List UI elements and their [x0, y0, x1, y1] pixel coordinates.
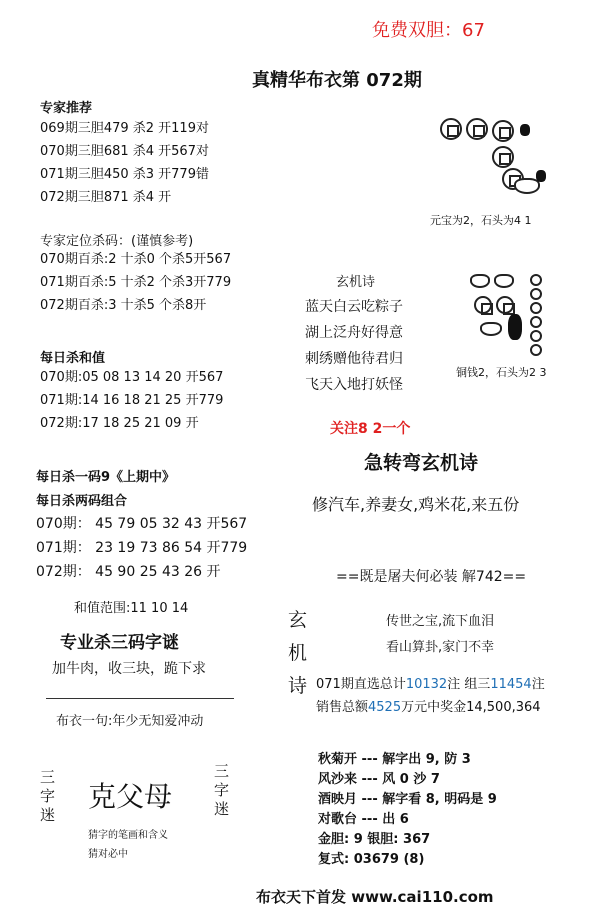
xuanji-line: 蓝天白云吃粽子 — [305, 299, 403, 315]
stats-label: 注 组三 — [447, 677, 491, 692]
stats-label: 071期直选总计 — [316, 677, 406, 692]
buyi-line: 布衣一句:年少无知爱冲动 — [56, 714, 204, 729]
bottom-list-item: 复式: 03679 (8) — [318, 852, 425, 867]
daily-one-code: 每日杀一码9《上期中》 — [36, 470, 176, 485]
poem2-line-2: 看山算卦,家门不幸 — [386, 640, 495, 655]
daily-two-title: 每日杀两码组合 — [36, 494, 128, 509]
poem2-side — [288, 604, 307, 703]
coin-icon — [474, 296, 492, 314]
bottom-list-item: 金胆: 9 银胆: 367 — [318, 832, 431, 847]
expert-title: 专家推荐 — [40, 101, 93, 116]
poem2-side-char: 机 — [288, 642, 308, 664]
coin-icon — [492, 120, 514, 142]
urgent-title: 急转弯玄机诗 — [364, 452, 479, 474]
circle-icon — [530, 330, 542, 342]
expert-list — [40, 117, 209, 209]
daily-two-line: 071期： 23 19 73 86 54 开779 — [36, 540, 248, 556]
coin-icon — [440, 118, 462, 140]
daily-two-line: 070期： 45 79 05 32 43 开567 — [36, 516, 248, 532]
poem2-side-char: 诗 — [288, 675, 308, 697]
expert-line: 069期三胆479 杀2 开119对 — [40, 121, 209, 136]
xuanji-line: 飞天入地打妖怪 — [305, 377, 403, 393]
urgent-text: 修汽车,养妻女,鸡米花,来五份 — [312, 495, 520, 514]
riddle-hint-2: 猜对必中 — [88, 849, 128, 860]
expert-line: 070期三胆681 杀4 开567对 — [40, 144, 209, 159]
xuanji-line: 刺绣赠他待君归 — [305, 351, 403, 367]
riddle-side-left: 三字迷 — [40, 768, 56, 824]
bottom-list-item: 风沙来 --- 风 0 沙 7 — [318, 772, 440, 787]
ingot-icon — [494, 274, 514, 288]
coin-icon — [466, 118, 488, 140]
riddle-three-title: 专业杀三码字谜 — [60, 633, 179, 653]
sum-kill-title: 每日杀和值 — [40, 351, 106, 366]
position-kill-title: 专家定位杀码：(谨慎参考) — [40, 234, 194, 249]
sum-range: 和值范围:11 10 14 — [74, 601, 189, 616]
xuanji-line: 湖上泛舟好得意 — [305, 325, 403, 341]
bottom-list-item: 对歌台 --- 出 6 — [318, 812, 409, 827]
stats-value: 11454 — [490, 677, 532, 692]
xuanji-lines — [305, 294, 403, 398]
circle-icon — [530, 344, 542, 356]
stats-value: 4525 — [368, 700, 402, 715]
daily-two-list — [36, 512, 247, 584]
footer-banner: 布衣天下首发 www.cai110.com — [256, 888, 494, 906]
sum-kill-line: 070期:05 08 13 14 20 开567 — [40, 370, 224, 385]
position-kill-line: 070期百杀:2 十杀0 个杀5开567 — [40, 252, 232, 267]
coin-icon — [492, 146, 514, 168]
circle-icon — [530, 288, 542, 300]
stone-icon — [520, 124, 530, 136]
bottom-list-item: 酒映月 --- 解字看 8, 明码是 9 — [318, 792, 497, 807]
bottom-list — [318, 750, 497, 870]
free-double-banner: 免费双胆：67 — [372, 20, 485, 41]
stats-label: 注 — [531, 677, 545, 692]
bottom-list-item: 秋菊开 --- 解字出 9, 防 3 — [318, 752, 471, 767]
circle-icon — [530, 274, 542, 286]
circle-icon — [530, 316, 542, 328]
position-kill-line: 071期百杀:5 十杀2 个杀3开779 — [40, 275, 232, 290]
stone-icon — [508, 314, 522, 340]
stone-icon — [536, 170, 546, 182]
picture-puzzle-2 — [470, 270, 550, 355]
picture-puzzle-1 — [440, 110, 550, 205]
divider — [46, 698, 234, 699]
riddle-side-right: 三字迷 — [214, 762, 230, 818]
stats-label: 销售总额 — [316, 700, 369, 715]
butcher-line: ==既是屠夫何必装 解742== — [336, 569, 527, 585]
stats-value: 10132 — [405, 677, 448, 692]
sum-kill-line: 072期:17 18 25 21 09 开 — [40, 416, 199, 431]
position-kill-line: 072期百杀:3 十杀5 个杀8开 — [40, 298, 207, 313]
riddle-three-text: 加牛肉，收三块，跪下求 — [52, 661, 206, 677]
sum-kill-list — [40, 366, 223, 435]
riddle-hint-1: 猜字的笔画和含义 — [88, 830, 168, 841]
expert-line: 071期三胆450 杀3 开779错 — [40, 167, 209, 182]
poem2-side-char: 玄 — [288, 609, 308, 631]
stats-line-2 — [316, 696, 541, 715]
daily-two-line: 072期： 45 90 25 43 26 开 — [36, 564, 221, 580]
poem2-line-1: 传世之宝,流下血泪 — [386, 614, 495, 629]
ingot-icon — [480, 322, 502, 336]
position-kill-list — [40, 248, 231, 317]
stats-label: 万元中奖金14,500,364 — [401, 700, 541, 715]
circle-icon — [530, 302, 542, 314]
sum-kill-line: 071期:14 16 18 21 25 开779 — [40, 393, 224, 408]
xuanji-title: 玄机诗 — [336, 275, 376, 290]
focus-note: 关注8 2一个 — [330, 421, 411, 437]
stats-line-1 — [316, 673, 545, 692]
pic2-caption: 铜钱2，石头为2 3 — [456, 366, 547, 379]
ingot-icon — [470, 274, 490, 288]
pic1-caption: 元宝为2，石头为4 1 — [430, 214, 532, 227]
coin-icon — [496, 296, 514, 314]
riddle-answer: 克父母 — [88, 780, 173, 813]
expert-line: 072期三胆871 杀4 开 — [40, 190, 172, 205]
page-title: 真精华布衣第 072期 — [252, 70, 422, 91]
